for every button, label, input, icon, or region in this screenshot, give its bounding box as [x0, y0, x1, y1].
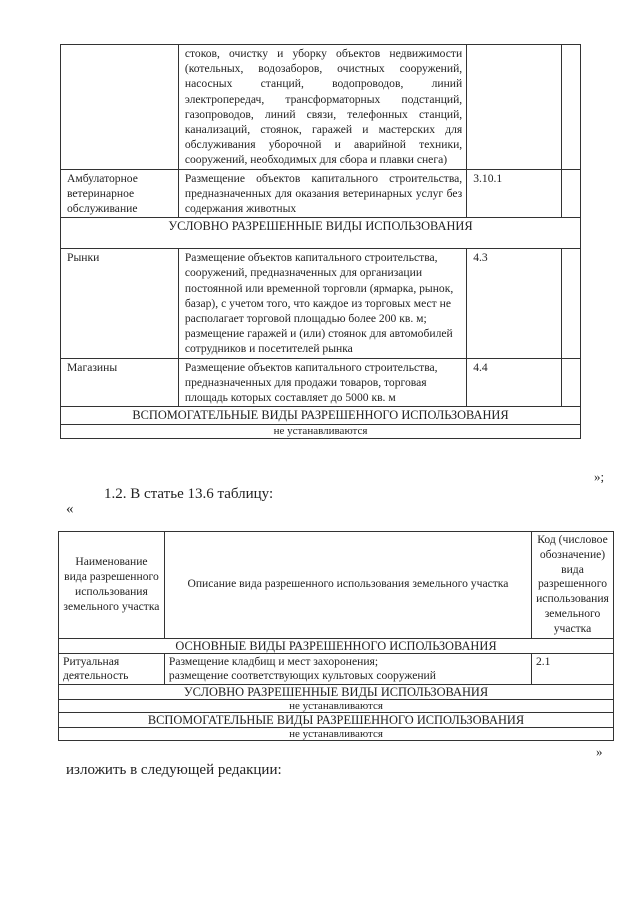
use-code-cell: 2.1 [531, 653, 613, 684]
use-code-cell: 3.10.1 [467, 169, 562, 218]
section-note-row [59, 699, 614, 712]
table-header-row [59, 532, 614, 639]
table-row [61, 169, 581, 218]
table-row [59, 653, 614, 684]
closing-quote: » [596, 744, 603, 759]
section-header-row [61, 407, 581, 425]
section-note-row [59, 727, 614, 740]
table-row [61, 358, 581, 407]
use-name-cell: Магазины [61, 358, 179, 407]
use-name-cell [61, 45, 179, 170]
use-description-cell: Размещение объектов капитального строительства, предназначенных для продажи товаров, торговая площадь которых составляет до 5000 кв. м [178, 358, 466, 407]
use-code-cell: 4.3 [467, 249, 562, 358]
amendment-paragraph: 1.2. В статье 13.6 таблицу: [104, 486, 274, 502]
opening-quote: « [66, 501, 74, 517]
land-use-table-continued [60, 44, 581, 439]
conditional-uses-header: УСЛОВНО РАЗРЕШЕННЫЕ ВИДЫ ИСПОЛЬЗОВАНИЯ [61, 218, 581, 249]
use-name-cell: Амбулаторное ветеринарное обслуживание [61, 169, 179, 218]
use-description-cell: Размещение объектов капитального строительства, предназначенных для оказания ветеринарных услуг без содержания животных [178, 169, 466, 218]
use-code-cell [467, 45, 562, 170]
use-code-cell: 4.4 [467, 358, 562, 407]
land-use-table-ritual [58, 531, 614, 741]
conditional-uses-header: УСЛОВНО РАЗРЕШЕННЫЕ ВИДЫ ИСПОЛЬЗОВАНИЯ [59, 684, 614, 699]
table-row [61, 45, 581, 170]
section-note-row [61, 425, 581, 439]
column-header-name: Наименование вида разрешенного использования земельного участка [59, 532, 165, 639]
use-description-line: размещение соответствующих культовых сооружений [168, 668, 436, 682]
conditional-uses-note: не устанавливаются [59, 699, 614, 712]
main-uses-header: ОСНОВНЫЕ ВИДЫ РАЗРЕШЕННОГО ИСПОЛЬЗОВАНИЯ [59, 638, 614, 653]
column-header-description: Описание вида разрешенного использования земельного участка [164, 532, 531, 639]
use-description-cell [164, 653, 531, 684]
closing-quote: »; [594, 469, 605, 484]
use-description-cell: стоков, очистку и уборку объектов недвижимости (котельных, водозаборов, очистных сооружений, насосных станций, водопроводов, линий электропередач, трансформаторных подстанций, газопроводов, линий связи, телефонных станций, канализаций, стоянок, гаражей и мастерских для обслуживания уборочной и аварийной техники, сооружений, необходимых для сбора и плавки снега) [178, 45, 466, 170]
use-name-cell: Ритуальная деятельность [59, 653, 165, 684]
section-header-row [59, 638, 614, 653]
section-header-row [61, 218, 581, 249]
section-header-row [59, 684, 614, 699]
auxiliary-uses-header: ВСПОМОГАТЕЛЬНЫЕ ВИДЫ РАЗРЕШЕННОГО ИСПОЛЬЗОВАНИЯ [61, 407, 581, 425]
auxiliary-uses-note: не устанавливаются [59, 727, 614, 740]
auxiliary-uses-header: ВСПОМОГАТЕЛЬНЫЕ ВИДЫ РАЗРЕШЕННОГО ИСПОЛЬЗОВАНИЯ [59, 712, 614, 727]
use-description-cell: Размещение объектов капитального строительства, сооружений, предназначенных для организации постоянной или временной торговли (ярмарка, рынок, базар), с учетом того, что каждое из торговых мест не располагает торговой площадью более 200 кв. м; размещение гаражей и (или) стоянок для автомобилей сотрудников и посетителей рынка [178, 249, 466, 358]
auxiliary-uses-note: не устанавливаются [61, 425, 581, 439]
column-header-code: Код (числовое обозначение) вида разрешенного использования земельного участка [531, 532, 613, 639]
use-description-line: Размещение кладбищ и мест захоронения; [168, 654, 379, 668]
use-name-cell: Рынки [61, 249, 179, 358]
final-line: изложить в следующей редакции: [66, 762, 282, 778]
section-header-row [59, 712, 614, 727]
table-row [61, 249, 581, 358]
